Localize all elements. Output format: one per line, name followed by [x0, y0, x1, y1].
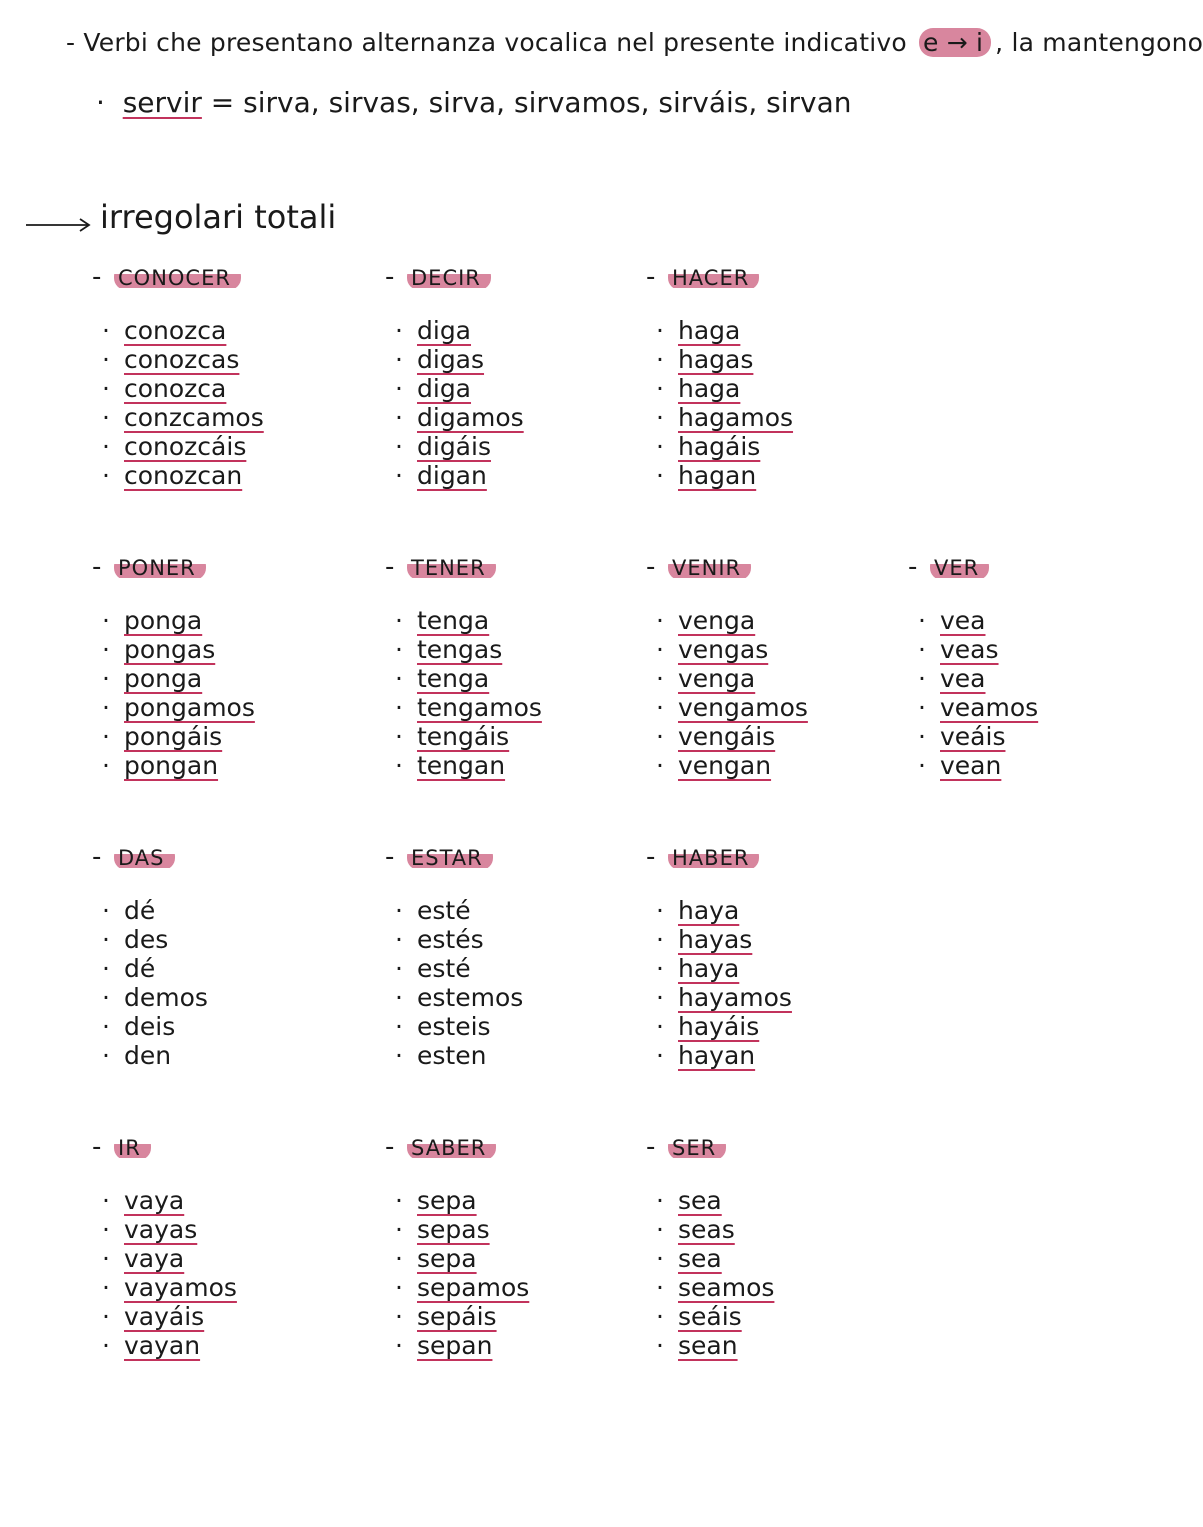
conjugation-form: [678, 1186, 774, 1215]
form-text: pongan: [124, 751, 219, 780]
form-text: seas: [678, 1215, 735, 1244]
conjugation-form: [417, 432, 524, 461]
form-text: vayas: [124, 1215, 198, 1244]
verb-block: [92, 1132, 237, 1360]
form-text: sepan: [417, 1331, 493, 1360]
conjugation-form: [124, 1331, 237, 1360]
form-text: veas: [940, 635, 999, 664]
conjugation-form: [417, 1302, 529, 1331]
form-text: sepamos: [417, 1273, 530, 1302]
conjugation-form: [124, 345, 264, 374]
conjugation-form: [417, 925, 523, 954]
conjugation-form: [417, 664, 542, 693]
verb-heading: [385, 552, 542, 588]
form-text: diga: [417, 316, 472, 345]
conjugation-form: [417, 374, 524, 403]
conjugation-form: [417, 461, 524, 490]
conjugation-form: [124, 1302, 237, 1331]
form-text: seáis: [678, 1302, 742, 1331]
bullet-dash: -: [385, 262, 395, 292]
form-text: venga: [678, 664, 756, 693]
conjugation-form: [678, 1012, 792, 1041]
form-text: haya: [678, 896, 740, 925]
conjugation-list: [385, 316, 524, 490]
conjugation-form: [417, 606, 542, 635]
bullet-dash: -: [92, 552, 102, 582]
conjugation-form: [940, 664, 1038, 693]
conjugation-form: [417, 1273, 529, 1302]
verb-heading: [92, 842, 208, 878]
conjugation-form: [124, 1012, 208, 1041]
verb-block: [92, 842, 208, 1070]
conjugation-form: [417, 983, 523, 1012]
conjugation-form: [417, 751, 542, 780]
conjugation-form: [124, 925, 208, 954]
verb-name: CONOCER: [114, 264, 241, 290]
conjugation-form: [124, 635, 255, 664]
verb-heading: [646, 552, 808, 588]
conjugation-form: [678, 606, 808, 635]
conjugation-form: [124, 606, 255, 635]
form-text: hagamos: [678, 403, 794, 432]
conjugation-list: [908, 606, 1038, 780]
bullet-dash: -: [646, 842, 656, 872]
form-text: hayas: [678, 925, 753, 954]
conjugation-form: [678, 722, 808, 751]
form-text: esté: [417, 896, 471, 925]
arrow-right-icon: [26, 218, 92, 232]
conjugation-form: [417, 954, 523, 983]
verb-block: [908, 552, 1038, 780]
form-text: tengas: [417, 635, 503, 664]
conjugation-form: [124, 896, 208, 925]
form-text: haya: [678, 954, 740, 983]
example-verb: servir: [122, 86, 202, 119]
conjugation-list: [646, 316, 793, 490]
verb-name: PONER: [114, 554, 206, 580]
example-line: [96, 86, 852, 119]
verb-heading: [92, 1132, 237, 1168]
form-text: haga: [678, 316, 741, 345]
conjugation-form: [678, 461, 793, 490]
form-text: seamos: [678, 1273, 775, 1302]
form-text: digas: [417, 345, 485, 374]
form-text: vaya: [124, 1244, 185, 1273]
form-text: vengan: [678, 751, 772, 780]
conjugation-list: [646, 1186, 774, 1360]
verb-block: [92, 552, 255, 780]
form-text: vaya: [124, 1186, 185, 1215]
vowel-change-highlight: e → i: [919, 28, 991, 57]
conjugation-form: [124, 1041, 208, 1070]
verb-name: SER: [668, 1134, 726, 1160]
bullet-dash: -: [92, 842, 102, 872]
conjugation-form: [940, 635, 1038, 664]
conjugation-form: [124, 954, 208, 983]
form-text: tengamos: [417, 693, 542, 722]
conjugation-form: [417, 316, 524, 345]
verb-block: [385, 552, 542, 780]
verb-block: [385, 842, 523, 1070]
conjugation-form: [124, 374, 264, 403]
conjugation-form: [124, 1186, 237, 1215]
verb-name: HACER: [668, 264, 759, 290]
equals-sign: =: [210, 86, 235, 119]
conjugation-form: [678, 1331, 774, 1360]
conjugation-form: [678, 954, 792, 983]
form-text: digáis: [417, 432, 491, 461]
conjugation-form: [124, 1244, 237, 1273]
verb-heading: [385, 842, 523, 878]
verb-name: HABER: [668, 844, 759, 870]
form-text: conozca: [124, 374, 227, 403]
form-text: conozca: [124, 316, 227, 345]
conjugation-form: [678, 374, 793, 403]
form-text: hayáis: [678, 1012, 760, 1041]
form-text: hayamos: [678, 983, 792, 1012]
conjugation-form: [678, 316, 793, 345]
verb-heading: [646, 1132, 774, 1168]
form-text: vean: [940, 751, 1002, 780]
conjugation-form: [417, 1244, 529, 1273]
form-text: pongamos: [124, 693, 255, 722]
conjugation-form: [678, 983, 792, 1012]
verb-block: [385, 262, 524, 490]
conjugation-form: [124, 983, 208, 1012]
verb-name: IR: [114, 1134, 151, 1160]
conjugation-form: [678, 664, 808, 693]
conjugation-form: [678, 345, 793, 374]
form-text: den: [124, 1041, 172, 1070]
verb-heading: [646, 842, 792, 878]
conjugation-form: [678, 635, 808, 664]
verb-block: [385, 1132, 529, 1360]
bullet-dash: -: [92, 1132, 102, 1162]
form-text: des: [124, 925, 169, 954]
form-text: tenga: [417, 606, 490, 635]
conjugation-form: [678, 1041, 792, 1070]
form-text: sepas: [417, 1215, 490, 1244]
verb-name: SABER: [407, 1134, 496, 1160]
conjugation-list: [92, 1186, 237, 1360]
form-text: sepáis: [417, 1302, 497, 1331]
verb-name: VENIR: [668, 554, 751, 580]
form-text: vea: [940, 606, 986, 635]
bullet-dash: -: [646, 262, 656, 292]
form-text: sepa: [417, 1244, 477, 1273]
form-text: veamos: [940, 693, 1039, 722]
bullet-dash: -: [646, 552, 656, 582]
conjugation-form: [417, 345, 524, 374]
form-text: sepa: [417, 1186, 477, 1215]
conjugation-form: [417, 1215, 529, 1244]
verb-heading: [92, 552, 255, 588]
intro-text: Verbi che presentano alternanza vocalica nel presente indicativo: [83, 28, 907, 57]
bullet-dash: -: [385, 1132, 395, 1162]
conjugation-form: [940, 722, 1038, 751]
form-text: esté: [417, 954, 471, 983]
form-text: pongáis: [124, 722, 223, 751]
verb-name: TENER: [407, 554, 496, 580]
conjugation-form: [417, 1041, 523, 1070]
conjugation-form: [678, 1302, 774, 1331]
verb-heading: [385, 262, 524, 298]
conjugation-form: [124, 693, 255, 722]
conjugation-list: [646, 896, 792, 1070]
form-text: conozcáis: [124, 432, 247, 461]
form-text: veáis: [940, 722, 1006, 751]
bullet-dot: ·: [96, 86, 123, 119]
intro-text-after: , la mantengono: [995, 28, 1203, 57]
form-text: sea: [678, 1244, 722, 1273]
form-text: hayan: [678, 1041, 756, 1070]
conjugation-list: [385, 1186, 529, 1360]
conjugation-form: [678, 751, 808, 780]
form-text: sea: [678, 1186, 722, 1215]
conjugation-form: [417, 1012, 523, 1041]
conjugation-form: [124, 316, 264, 345]
form-text: vengamos: [678, 693, 808, 722]
bullet-dash: -: [66, 28, 84, 57]
conjugation-form: [417, 722, 542, 751]
verb-heading: [646, 262, 793, 298]
conjugation-form: [678, 1215, 774, 1244]
form-text: vayan: [124, 1331, 201, 1360]
form-text: hagan: [678, 461, 757, 490]
form-text: vayamos: [124, 1273, 237, 1302]
verb-name: DECIR: [407, 264, 491, 290]
conjugation-form: [124, 461, 264, 490]
form-text: conozcan: [124, 461, 243, 490]
form-text: vayáis: [124, 1302, 205, 1331]
bullet-dash: -: [385, 842, 395, 872]
form-text: hagas: [678, 345, 754, 374]
form-text: vengas: [678, 635, 769, 664]
conjugation-list: [92, 896, 208, 1070]
conjugation-form: [417, 635, 542, 664]
conjugation-form: [124, 403, 264, 432]
verb-block: [646, 262, 793, 490]
verb-name: DAS: [114, 844, 175, 870]
conjugation-form: [417, 896, 523, 925]
bullet-dash: -: [646, 1132, 656, 1162]
intro-line: [66, 28, 1203, 57]
conjugation-list: [385, 896, 523, 1070]
form-text: vengáis: [678, 722, 776, 751]
conjugation-form: [940, 606, 1038, 635]
bullet-dash: -: [908, 552, 918, 582]
conjugation-list: [92, 316, 264, 490]
form-text: digan: [417, 461, 487, 490]
verb-block: [646, 842, 792, 1070]
conjugation-form: [417, 693, 542, 722]
form-text: vea: [940, 664, 986, 693]
conjugation-form: [124, 1215, 237, 1244]
conjugation-list: [92, 606, 255, 780]
form-text: estemos: [417, 983, 524, 1012]
form-text: esteis: [417, 1012, 491, 1041]
form-text: demos: [124, 983, 208, 1012]
verb-heading: [92, 262, 264, 298]
form-text: ponga: [124, 664, 203, 693]
verb-heading: [385, 1132, 529, 1168]
form-text: dé: [124, 954, 156, 983]
form-text: tengáis: [417, 722, 510, 751]
form-text: tengan: [417, 751, 506, 780]
form-text: dé: [124, 896, 156, 925]
conjugation-form: [678, 1244, 774, 1273]
form-text: haga: [678, 374, 741, 403]
verb-heading: [908, 552, 1038, 588]
conjugation-form: [678, 432, 793, 461]
conjugation-form: [124, 1273, 237, 1302]
conjugation-form: [417, 1331, 529, 1360]
conjugation-form: [678, 1273, 774, 1302]
verb-name: VER: [930, 554, 989, 580]
section-title: irregolari totali: [100, 198, 337, 236]
conjugation-form: [678, 925, 792, 954]
form-text: digamos: [417, 403, 524, 432]
verb-block: [646, 1132, 774, 1360]
conjugation-form: [417, 403, 524, 432]
form-text: ponga: [124, 606, 203, 635]
form-text: sean: [678, 1331, 738, 1360]
conjugation-form: [940, 751, 1038, 780]
conjugation-form: [124, 722, 255, 751]
verb-block: [646, 552, 808, 780]
verb-name: ESTAR: [407, 844, 493, 870]
form-text: deis: [124, 1012, 176, 1041]
conjugation-form: [124, 664, 255, 693]
form-text: diga: [417, 374, 472, 403]
verb-block: [92, 262, 264, 490]
conjugation-list: [385, 606, 542, 780]
conjugation-form: [678, 896, 792, 925]
conjugation-form: [678, 693, 808, 722]
conjugation-form: [124, 432, 264, 461]
form-text: pongas: [124, 635, 216, 664]
bullet-dash: -: [385, 552, 395, 582]
conjugation-form: [940, 693, 1038, 722]
form-text: estés: [417, 925, 484, 954]
form-text: venga: [678, 606, 756, 635]
conjugation-list: [646, 606, 808, 780]
bullet-dash: -: [92, 262, 102, 292]
example-forms: sirva, sirvas, sirva, sirvamos, sirváis, sirvan: [243, 86, 852, 119]
form-text: conozcas: [124, 345, 240, 374]
form-text: hagáis: [678, 432, 761, 461]
conjugation-form: [417, 1186, 529, 1215]
conjugation-form: [124, 751, 255, 780]
form-text: esten: [417, 1041, 487, 1070]
form-text: tenga: [417, 664, 490, 693]
form-text: conzcamos: [124, 403, 264, 432]
conjugation-form: [678, 403, 793, 432]
